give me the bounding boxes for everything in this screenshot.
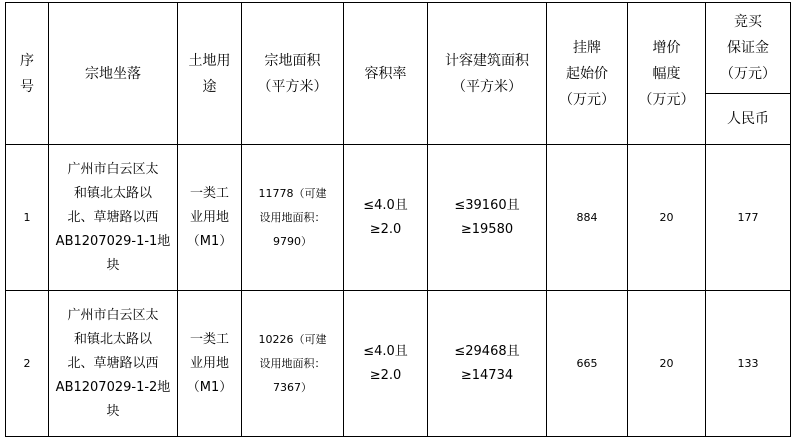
table-row	[6, 291, 791, 437]
header-deposit-currency: 人民币	[706, 94, 791, 145]
cell-seq: 1	[6, 145, 49, 291]
cell-plot-ratio: ≤4.0且 ≥2.0	[344, 291, 428, 437]
header-seq: 序 号	[6, 3, 49, 145]
cell-area: 10226（可建 设用地面积： 7367）	[242, 291, 344, 437]
cell-seq: 2	[6, 291, 49, 437]
header-deposit: 竞买 保证金 （万元）	[706, 3, 791, 94]
land-auction-table	[5, 2, 791, 437]
table-row	[6, 145, 791, 291]
cell-floor-area: ≤29468且 ≥14734	[428, 291, 547, 437]
cell-location: 广州市白云区太 和镇北太路以 北、草塘路以西 AB1207029-1-1地 块	[49, 145, 178, 291]
header-row	[6, 3, 791, 94]
header-location: 宗地坐落	[49, 3, 178, 145]
cell-deposit: 133	[706, 291, 791, 437]
cell-increment: 20	[628, 291, 706, 437]
cell-plot-ratio: ≤4.0且 ≥2.0	[344, 145, 428, 291]
cell-increment: 20	[628, 145, 706, 291]
header-start-price: 挂牌 起始价 （万元）	[547, 3, 628, 145]
cell-land-use: 一类工 业用地 （M1）	[178, 145, 242, 291]
cell-floor-area: ≤39160且 ≥19580	[428, 145, 547, 291]
cell-location: 广州市白云区太 和镇北太路以 北、草塘路以西 AB1207029-1-2地 块	[49, 291, 178, 437]
header-plot-ratio: 容积率	[344, 3, 428, 145]
cell-area: 11778（可建 设用地面积： 9790）	[242, 145, 344, 291]
header-area: 宗地面积 （平方米）	[242, 3, 344, 145]
header-floor-area: 计容建筑面积 （平方米）	[428, 3, 547, 145]
cell-start-price: 884	[547, 145, 628, 291]
cell-land-use: 一类工 业用地 （M1）	[178, 291, 242, 437]
cell-deposit: 177	[706, 145, 791, 291]
cell-start-price: 665	[547, 291, 628, 437]
header-land-use: 土地用 途	[178, 3, 242, 145]
header-increment: 增价 幅度 （万元）	[628, 3, 706, 145]
